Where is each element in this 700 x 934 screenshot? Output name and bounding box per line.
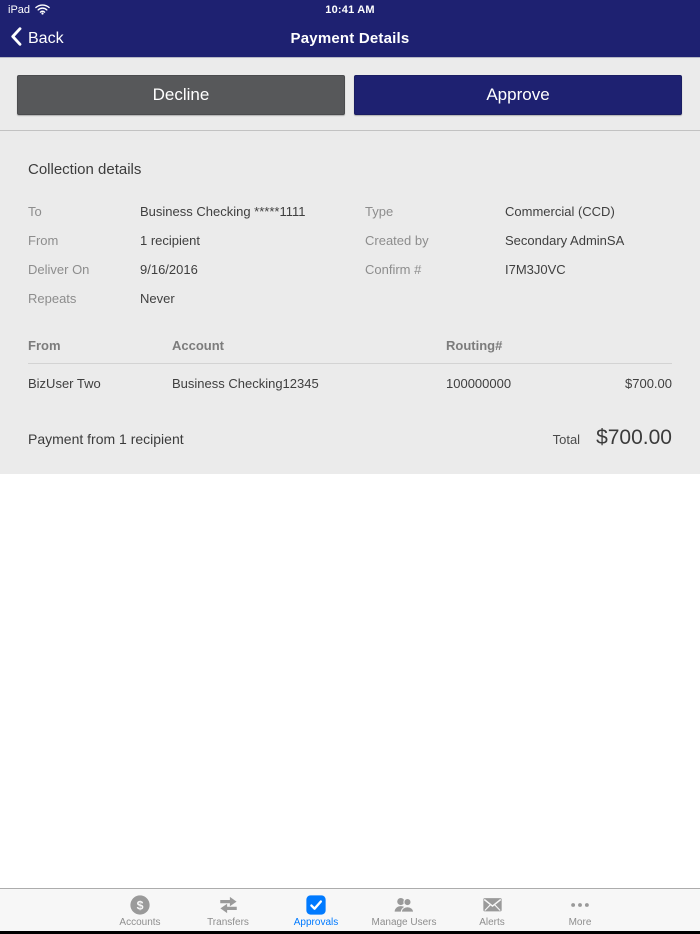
total-label: Total — [552, 432, 581, 447]
back-label: Back — [28, 29, 64, 47]
cell-account: Business Checking12345 — [172, 376, 319, 391]
field-label: To — [28, 204, 42, 219]
collection-details-card — [0, 131, 700, 474]
status-bar — [0, 0, 700, 20]
field-label: Repeats — [28, 291, 77, 306]
col-header-account: Account — [172, 338, 224, 353]
field-value: Secondary AdminSA — [505, 233, 625, 248]
ellipsis-icon — [568, 893, 592, 916]
cell-routing: 100000000 — [446, 376, 512, 391]
tab-alerts[interactable] — [448, 889, 536, 931]
check-square-icon — [305, 893, 327, 916]
back-button[interactable] — [10, 20, 64, 57]
field-value: Commercial (CCD) — [505, 204, 615, 219]
nav-bar — [0, 20, 700, 58]
field-value: 1 recipient — [140, 233, 200, 248]
tab-more[interactable] — [536, 889, 624, 931]
tab-group — [96, 889, 624, 931]
field-label: Confirm # — [365, 262, 422, 277]
tab-bar — [0, 888, 700, 931]
field-label: Created by — [365, 233, 429, 248]
col-header-routing: Routing# — [446, 338, 503, 353]
cell-amount: $700.00 — [625, 376, 672, 391]
users-icon — [392, 893, 416, 916]
recipients-table — [28, 338, 672, 391]
tab-approvals[interactable] — [272, 889, 360, 931]
action-row — [0, 58, 700, 131]
device-name: iPad — [8, 4, 31, 16]
payment-summary: Payment from 1 recipient — [28, 431, 184, 447]
svg-text:$: $ — [136, 897, 144, 912]
field-label: Deliver On — [28, 262, 90, 277]
details-right-column — [365, 197, 695, 284]
table-footer — [28, 414, 672, 450]
transfer-arrows-icon — [217, 893, 240, 916]
card-heading: Collection details — [28, 161, 142, 178]
field-label: From — [28, 233, 59, 248]
approve-button[interactable]: Approve — [354, 75, 682, 115]
status-time: 10:41 AM — [325, 4, 375, 16]
table-header-row — [28, 338, 672, 364]
tab-label: More — [568, 917, 592, 928]
decline-button[interactable]: Decline — [17, 75, 345, 115]
cell-from: BizUser Two — [28, 376, 101, 391]
envelope-icon — [481, 893, 504, 916]
page-title: Payment Details — [290, 30, 410, 47]
field-value: Business Checking *****1111 — [140, 204, 306, 219]
tab-manage-users[interactable] — [360, 889, 448, 931]
details-left-column — [28, 197, 370, 313]
tab-accounts[interactable] — [96, 889, 184, 931]
tab-label: Manage Users — [371, 917, 437, 928]
back-chevron-icon — [10, 27, 22, 51]
table-row — [28, 364, 672, 391]
total-amount: $700.00 — [596, 426, 672, 449]
field-value: I7M3J0VC — [505, 262, 566, 277]
tab-label: Alerts — [479, 917, 505, 928]
field-value: 9/16/2016 — [140, 262, 198, 277]
col-header-from: From — [28, 338, 61, 353]
dollar-circle-icon — [129, 893, 151, 916]
field-value: Never — [140, 291, 175, 306]
tab-label: Approvals — [293, 917, 339, 928]
total-group — [553, 426, 672, 450]
tab-label: Accounts — [119, 917, 161, 928]
field-label: Type — [365, 204, 394, 219]
tab-transfers[interactable] — [184, 889, 272, 931]
tab-label: Transfers — [207, 917, 249, 928]
